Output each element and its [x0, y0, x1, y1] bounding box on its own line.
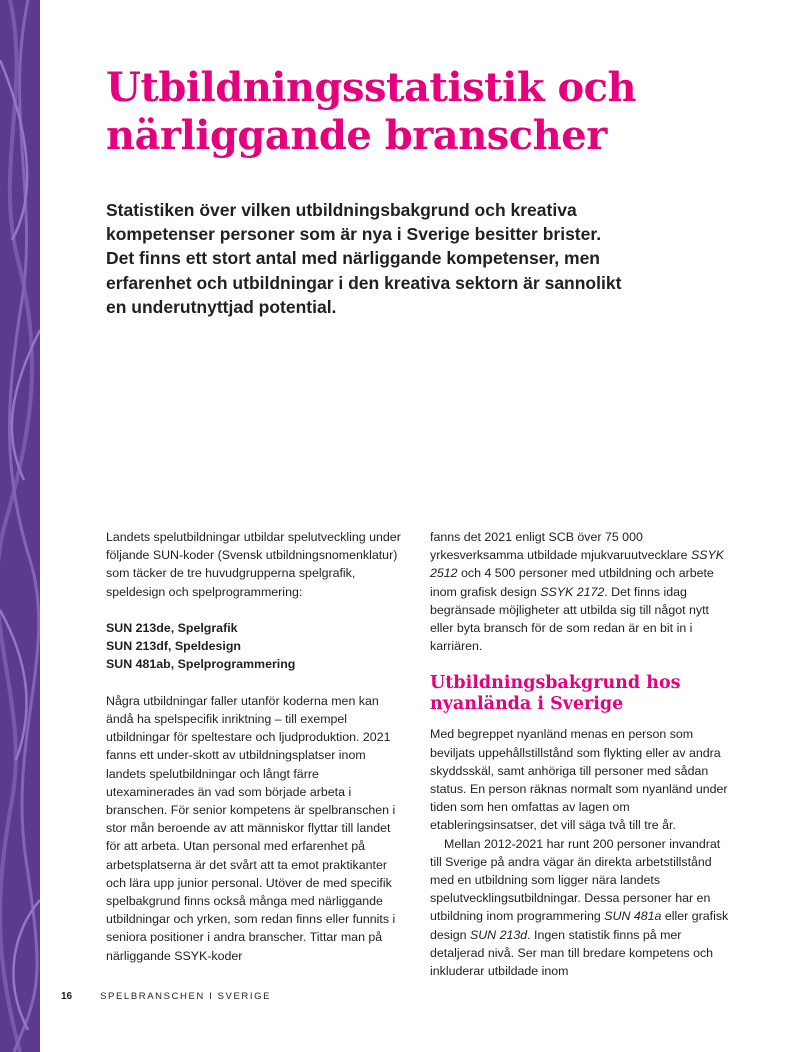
decorative-sidebar	[0, 0, 40, 1052]
body-paragraph: Några utbildningar faller utanför koderna men kan ändå ha spelspecifik inriktning – till exempel utbildningar för speltestare och ljudproduktion. 2021 fanns ett under-skott av utbildningsplatser inom landets spelutbildningar och långt färre utexaminerades än vad som började arbeta i branschen. För senior kompetens är spelbranschen i stor mån beroende av att människor flyttar till landet för att arbeta. Utan personal med erfarenhet på arbetsplatserna är det svårt att ta emot praktikanter och lära upp junior personal. Utöver de med specifik spelbakgrund finns också många med närliggande utbildningar och yrken, som redan finns eller funnits i seniora positioner i andra branscher. Tittar man på närliggande SSYK-koder	[106, 693, 396, 963]
intro-paragraph: Landets spelutbildningar utbildar spelutveckling under följande SUN-koder (Svensk utbildningsnomenklatur) som täcker de tre huvudgrupperna spelgrafik, speldesign och spelprogrammering:	[106, 530, 401, 599]
sun-code-item: SUN 213df, Speldesign	[106, 639, 241, 654]
page-number: 16	[61, 991, 73, 1002]
lead-paragraph: Statistiken över vilken utbildningsbakgrund och kreativa kompetenser personer som är nya i Sverige besitter brister. Det finns ett stort antal med närliggande kompetenser, men erfarenhet och utbildningar i den kreativa sektorn är sannolikt en underutnyttjad potential.	[106, 200, 622, 317]
sun-code: SUN 213d	[469, 927, 528, 942]
body-paragraph-continued: fanns det 2021 enligt SCB över 75 000 yrkesverksamma utbildade mjukvaruutvecklare SSYK 2512 och 4 500 personer med utbildning och arbete inom grafisk design SSYK 2172. Det finns idag begränsade möjligheter att utbilda sig till något nytt eller byta bransch för de som redan är en bit in i karriären.	[430, 530, 725, 654]
page-footer	[61, 991, 271, 1002]
sun-code-item: SUN 481ab, Spelprogrammering	[106, 657, 296, 672]
swirl-pattern	[0, 0, 40, 1052]
body-paragraph: Med begreppet nyanländ menas en person som beviljats uppehållstillstånd som flykting eller av andra skyddsskäl, samt anhöriga till personer med sådan status. En person räknas normalt som nyanländ under tiden som hen omfattas av lagen om etableringsinsatser, det vill säga två till tre år.	[430, 727, 728, 833]
ssyk-code: SSYK 2172	[540, 584, 605, 599]
left-column	[106, 528, 408, 965]
section-heading: Utbildningsbakgrund hos nyanlända i Sverige	[430, 673, 681, 715]
ssyk-code: SSYK 2512	[430, 548, 725, 581]
page-title: Utbildningsstatistik och närliggande branscher	[106, 64, 637, 159]
right-column	[430, 528, 732, 980]
sun-code-item: SUN 213de, Spelgrafik	[106, 621, 238, 635]
sun-code-list	[106, 619, 408, 674]
sun-code: SUN 481a	[604, 909, 662, 924]
running-title: SPELBRANSCHEN I SVERIGE	[100, 991, 272, 1002]
body-paragraph: Mellan 2012-2021 har runt 200 personer invandrat till Sverige på andra vägar än direkta arbetstillstånd med en utbildning som ligger nära landets spelutvecklingsutbildningar. Dessa personer har en utbildning inom programmering SUN 481a eller grafisk design SUN 213d. Ingen statistik finns på mer detaljerad nivå. Ser man till bredare kompetens och inkluderar utbildade inom	[430, 836, 729, 979]
